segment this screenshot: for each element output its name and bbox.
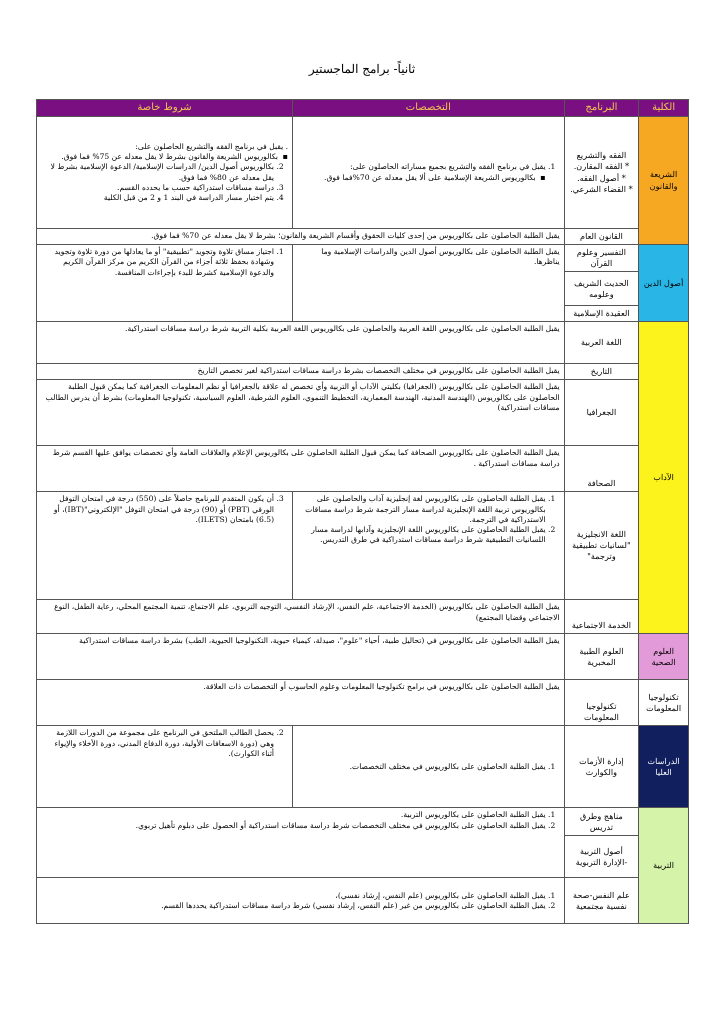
program-hadith: الحديث الشريف وعلومه [564, 272, 639, 306]
table-row [37, 117, 689, 229]
cond-usul [37, 245, 293, 322]
text-social-work: يقبل الطلبة الحاصلون على بكالوريوس (الخدمة الاجتماعية، علم النفس، الإرشاد النفسي، التوجيه التربوي، علم الاجتماع، تنمية المجتمع المحلي، رعاية الطفل، النوع الاجتماعي وقضايا المجتمع) [37, 600, 565, 634]
list-item: 1. يقبل الطلبة الحاصلون على بكالوريوس التربية. [41, 810, 546, 820]
table-row [37, 808, 689, 836]
program-foundations: أصول التربية -الإدارة التربوية [564, 836, 639, 878]
masters-programs-table [36, 99, 689, 924]
list-item: 1. يقبل الطلبة الحاصلون على بكالوريوس في مختلف التخصصات. [297, 762, 546, 772]
college-adab: الآداب [639, 322, 689, 634]
program-history: التاريخ [564, 364, 639, 380]
list-item [297, 162, 546, 183]
spec-usul: يقبل الطلبة الحاصلون على بكالوريوس أصول الدين والدراسات الإسلامية وما يناظرها. [293, 245, 565, 322]
text-journalism: يقبل الطلبة الحاصلون على بكالوريوس الصحافة كما يمكن قبول الطلبة الحاصلون على بكالوريوس الإعلام والعلاقات العامة وأي تخصصات يوافق عليها القسم شرط دراسة مساقات استدراكية . [37, 446, 565, 492]
table-row [37, 878, 689, 924]
table-row [37, 600, 689, 634]
program-arabic: اللغة العربية [564, 322, 639, 364]
list-item: 4. يتم اختيار مسار الدراسة في البند 1 و 2 من قبل الكلية [41, 193, 274, 203]
page-title: ثانياً- برامج الماجستير [308, 62, 416, 76]
list-item: 3. أن يكون المتقدم للبرنامج حاصلاً على (550) درجة في امتحان التوفل الورقي (PBT) أو (90) درجة في امتحان التوفل "الإلكتروني"(IBT)، أو (6.5) بامتحان (ILETS). [41, 494, 274, 525]
text-history: يقبل الطلبة الحاصلون على بكالوريوس في مختلف التخصصات بشرط دراسة مساقات استدراكية لغير تخصص التاريخ [37, 364, 565, 380]
college-sharia: الشريعة والقانون [639, 117, 689, 245]
cond-fiqh [37, 117, 293, 229]
program-line: الفقه والتشريع [576, 150, 627, 161]
table-row [37, 380, 689, 446]
program-social-work: الخدمة الاجتماعية [564, 600, 639, 634]
program-journalism: الصحافة [564, 446, 639, 492]
program-it: تكنولوجيا المعلومات [564, 680, 639, 726]
list-item: 2. بكالوريوس أصول الدين/ الدراسات الإسلامية/ الدعوة الإسلامية بشرط لا يقل معدله عن 80% فما فوق. [41, 162, 274, 183]
cond-crisis [37, 726, 293, 808]
text-medical-lab: يقبل الطلبة الحاصلون على بكالوريوس في (تحاليل طبية، أحياء "علوم"، صيدلة، كيمياء حيوية، التكنولوجيا الحيوية، الطب) بشرط دراسة مساقات استدراكية [37, 634, 565, 680]
header-program: البرنامج [564, 100, 639, 117]
header-college: الكلية [639, 100, 689, 117]
program-crisis: إدارة الأزمات والكوارث [564, 726, 639, 808]
text-geography: يقبل الطلبة الحاصلون على بكالوريوس (الجغرافيا) بكليتي الآداب أو التربية وأي تخصص له علاقة بالجغرافيا أو نظم المعلومات الجغرافية كما يمكن قبول الطلبة الحاصلون على بكالوريوس (الهندسة المدنية، الهندسة المعمارية، التخطيط التنموي، العلوم الشرطية، العلوم السياسية، تكنولوجيا المعلومات) بشرط أن يدرس الطالب مساقات استدراكية) [37, 380, 565, 446]
list-item: 2. يحصل الطالب الملتحق في البرنامج على مجموعة من الدورات اللازمة وهي (دورة الاسعافات الأولية، دورة الدفاع المدني، دورة الأخلاء والإيواء أثناء الكوارث). [41, 728, 274, 759]
program-english: اللغة الانجليزية "لسانيات تطبيقية وترجمة" [564, 492, 639, 600]
text-arabic: يقبل الطلبة الحاصلون على بكالوريوس اللغة العربية والحاصلون على بكالوريوس اللغة العربية بكلية التربية شرط دراسة مساقات استدراكية. [37, 322, 565, 364]
program-curricula: مناهج وطرق تدريس [564, 808, 639, 836]
list-item: 3. دراسة مساقات استدراكية حسب ما يحدده القسم. [41, 183, 274, 193]
list-item: 2. يقبل الطلبة الحاصلون على بكالوريوس من غير (علم النفس، إرشاد نفسي) شرط دراسة مساقات استدراكية يحددها القسم. [41, 901, 546, 911]
program-line: * الفقه المقارن. [573, 161, 630, 172]
table-header-row [37, 100, 689, 117]
program-geography: الجغرافيا [564, 380, 639, 446]
text-it: يقبل الطلبة الحاصلون على بكالوريوس في برامج تكنولوجيا المعلومات وعلوم الحاسوب أو التخصصات ذات العلاقة. [37, 680, 565, 726]
cond-bullet: ▪ بكالوريوس الشريعة والقانون بشرط لا يقل معدله عن 75% فما فوق. [41, 152, 288, 162]
list-item: 1. يقبل الطلبة الحاصلون على بكالوريوس لغة إنجليزية آداب والحاصلون على بكالوريوس تربية اللغة الإنجليزية لدراسة مسار الترجمة شرط دراسة مساقات الاستدراكية في الترجمة. [297, 494, 546, 525]
table-row [37, 322, 689, 364]
program-line: * أصول الفقه. [577, 172, 626, 183]
table-row [37, 492, 689, 600]
cond-intro: . يقبل في برنامج الفقه والتشريع الحاصلون على: [135, 141, 289, 151]
text-education-a [37, 808, 565, 878]
table-row [37, 634, 689, 680]
table-row [37, 680, 689, 726]
list-item: 1. اجتياز مساق تلاوة وتجويد "تطبيقية" أو ما يعادلها من دورة تلاوة وتجويد وشهادة بحفظ ثلاثة أجزاء من القرآن الكريم من مركز القرآن الكريم والدعوة الإسلامية كشرط للبدء بإجراءات المنافسة. [41, 247, 274, 278]
program-fiqh [564, 117, 639, 229]
spec-bullet: ▪ بكالوريوس الشريعة الإسلامية على ألا يقل معدله عن 70%فما فوق. [297, 173, 546, 183]
spec-crisis [293, 726, 565, 808]
program-public-law: القانون العام [564, 229, 639, 245]
college-health: العلوم الصحية [639, 634, 689, 680]
text-psychology [37, 878, 565, 924]
text-public-law: يقبل الطلبة الحاصلون على بكالوريوس من إحدى كليات الحقوق وأقسام الشريعة والقانون؛ بشرط لا يقل معدله عن 70% فما فوق. [37, 229, 565, 245]
program-medical-lab: العلوم الطبية المخبرية [564, 634, 639, 680]
table-row [37, 446, 689, 492]
table-row [37, 245, 689, 272]
college-graduate-studies: الدراسات العليا [639, 726, 689, 808]
spec-text: يقبل في برنامج الفقه والتشريع بجميع مساراته الحاصلون على: [350, 162, 546, 172]
program-line: * القضاء الشرعي. [570, 183, 633, 194]
list-item: 2. يقبل الطلبة الحاصلون على بكالوريوس اللغة الإنجليزية وآدابها لدراسة مسار اللسانيات التطبيقية شرط دراسة مساقات استدراكية في طرق التدريس. [297, 525, 546, 546]
college-usul: أصول الدين [639, 245, 689, 322]
program-psychology: علم النفس-صحة نفسية مجتمعية [564, 878, 639, 924]
college-it: تكنولوجيا المعلومات [639, 680, 689, 726]
table-row [37, 229, 689, 245]
cond-english [37, 492, 293, 600]
table-row [37, 364, 689, 380]
table-row [37, 726, 689, 808]
program-aqeeda: العقيدة الإسلامية [564, 306, 639, 322]
program-tafsir: التفسير وعلوم القرآن [564, 245, 639, 272]
list-item: 2. يقبل الطلبة الحاصلون على بكالوريوس في مختلف التخصصات شرط دراسة مساقات استدراكية أو الحصول على دبلوم تأهيل تربوي. [41, 821, 546, 831]
header-conditions: شروط خاصة [37, 100, 293, 117]
header-specializations: التخصصات [293, 100, 565, 117]
college-education: التربية [639, 808, 689, 924]
spec-fiqh [293, 117, 565, 229]
spec-english [293, 492, 565, 600]
list-item: 1. يقبل الطلبة الحاصلون على بكالوريوس (علم النفس، إرشاد نفسي)، [41, 891, 546, 901]
